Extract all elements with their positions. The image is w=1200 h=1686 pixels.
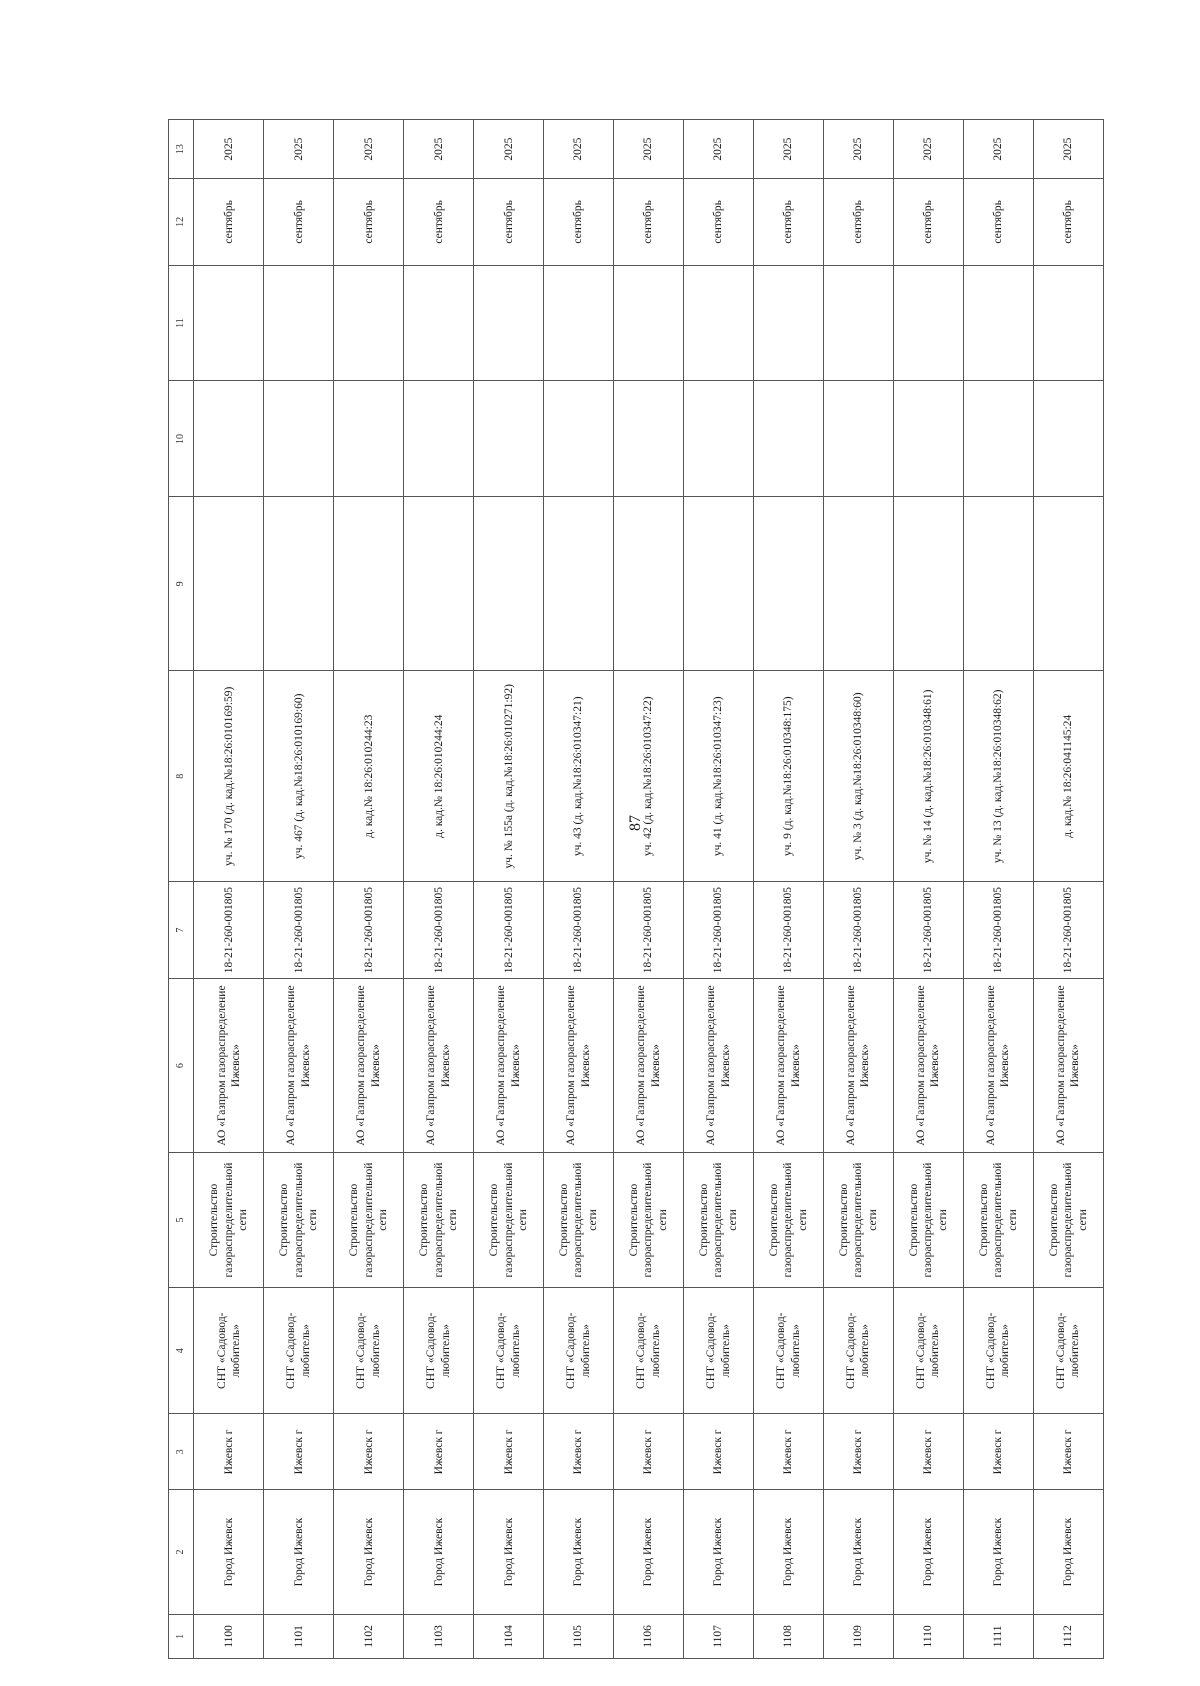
register-table-rotated xyxy=(168,119,1104,1659)
col10-cell xyxy=(963,381,1033,497)
municipality-cell: Город Ижевск xyxy=(264,1490,334,1614)
col11-cell xyxy=(544,265,614,381)
month-cell: сентябрь xyxy=(264,179,334,265)
settlement-cell: Ижевск г xyxy=(474,1414,544,1490)
col9-cell xyxy=(963,497,1033,671)
program-code-cell: 18-21-260-001805 xyxy=(684,882,754,979)
work-type-cell: Строительство газораспределительной сети xyxy=(404,1153,474,1288)
table-row xyxy=(824,120,894,1659)
municipality-cell: Город Ижевск xyxy=(474,1490,544,1614)
year-cell: 2025 xyxy=(893,120,963,179)
row-number-cell: 1100 xyxy=(194,1614,264,1658)
column-number-cell: 9 xyxy=(169,497,194,671)
column-number-cell: 2 xyxy=(169,1490,194,1614)
settlement-cell: Ижевск г xyxy=(963,1414,1033,1490)
settlement-cell: Ижевск г xyxy=(334,1414,404,1490)
col9-cell xyxy=(194,497,264,671)
plot-address-cell: уч. № 13 (д. кад.№18:26:010348:62) xyxy=(963,671,1033,882)
program-code-cell: 18-21-260-001805 xyxy=(824,882,894,979)
organization-cell: АО «Газпром газораспределение Ижевск» xyxy=(264,979,334,1153)
year-cell: 2025 xyxy=(754,120,824,179)
col11-cell xyxy=(334,265,404,381)
col9-cell xyxy=(684,497,754,671)
municipality-cell: Город Ижевск xyxy=(1033,1490,1103,1614)
row-number-cell: 1107 xyxy=(684,1614,754,1658)
work-type-cell: Строительство газораспределительной сети xyxy=(194,1153,264,1288)
snt-cell: СНТ «Садовод-любитель» xyxy=(754,1287,824,1413)
col10-cell xyxy=(474,381,544,497)
table-row xyxy=(684,120,754,1659)
month-cell: сентябрь xyxy=(334,179,404,265)
month-cell: сентябрь xyxy=(194,179,264,265)
program-code-cell: 18-21-260-001805 xyxy=(1033,882,1103,979)
work-type-cell: Строительство газораспределительной сети xyxy=(334,1153,404,1288)
plot-address-cell: уч. № 155а (д. кад.№18:26:010271:92) xyxy=(474,671,544,882)
column-number-cell: 1 xyxy=(169,1614,194,1658)
snt-cell: СНТ «Садовод-любитель» xyxy=(824,1287,894,1413)
organization-cell: АО «Газпром газораспределение Ижевск» xyxy=(1033,979,1103,1153)
row-number-cell: 1101 xyxy=(264,1614,334,1658)
work-type-cell: Строительство газораспределительной сети xyxy=(963,1153,1033,1288)
settlement-cell: Ижевск г xyxy=(893,1414,963,1490)
col11-cell xyxy=(893,265,963,381)
column-number-cell: 11 xyxy=(169,265,194,381)
col10-cell xyxy=(1033,381,1103,497)
year-cell: 2025 xyxy=(684,120,754,179)
snt-cell: СНТ «Садовод-любитель» xyxy=(264,1287,334,1413)
municipality-cell: Город Ижевск xyxy=(194,1490,264,1614)
table-row xyxy=(544,120,614,1659)
col11-cell xyxy=(194,265,264,381)
work-type-cell: Строительство газораспределительной сети xyxy=(1033,1153,1103,1288)
column-number-cell: 4 xyxy=(169,1287,194,1413)
row-number-cell: 1102 xyxy=(334,1614,404,1658)
month-cell: сентябрь xyxy=(1033,179,1103,265)
col11-cell xyxy=(963,265,1033,381)
col9-cell xyxy=(893,497,963,671)
organization-cell: АО «Газпром газораспределение Ижевск» xyxy=(194,979,264,1153)
month-cell: сентябрь xyxy=(614,179,684,265)
table-row xyxy=(754,120,824,1659)
table-row xyxy=(194,120,264,1659)
page-number: 87 xyxy=(627,815,644,831)
row-number-cell: 1112 xyxy=(1033,1614,1103,1658)
snt-cell: СНТ «Садовод-любитель» xyxy=(404,1287,474,1413)
work-type-cell: Строительство газораспределительной сети xyxy=(614,1153,684,1288)
work-type-cell: Строительство газораспределительной сети xyxy=(684,1153,754,1288)
plot-address-cell: уч. 43 (д. кад.№18:26:010347:21) xyxy=(544,671,614,882)
column-number-cell: 10 xyxy=(169,381,194,497)
organization-cell: АО «Газпром газораспределение Ижевск» xyxy=(614,979,684,1153)
month-cell: сентябрь xyxy=(474,179,544,265)
snt-cell: СНТ «Садовод-любитель» xyxy=(544,1287,614,1413)
month-cell: сентябрь xyxy=(404,179,474,265)
organization-cell: АО «Газпром газораспределение Ижевск» xyxy=(963,979,1033,1153)
program-code-cell: 18-21-260-001805 xyxy=(963,882,1033,979)
organization-cell: АО «Газпром газораспределение Ижевск» xyxy=(474,979,544,1153)
table-row xyxy=(893,120,963,1659)
table-row xyxy=(963,120,1033,1659)
col10-cell xyxy=(334,381,404,497)
municipality-cell: Город Ижевск xyxy=(963,1490,1033,1614)
row-number-cell: 1108 xyxy=(754,1614,824,1658)
organization-cell: АО «Газпром газораспределение Ижевск» xyxy=(754,979,824,1153)
year-cell: 2025 xyxy=(1033,120,1103,179)
col11-cell xyxy=(474,265,544,381)
month-cell: сентябрь xyxy=(824,179,894,265)
col11-cell xyxy=(264,265,334,381)
settlement-cell: Ижевск г xyxy=(544,1414,614,1490)
plot-address-cell: уч. № 170 (д. кад.№18:26:010169:59) xyxy=(194,671,264,882)
month-cell: сентябрь xyxy=(963,179,1033,265)
col10-cell xyxy=(264,381,334,497)
column-number-cell: 13 xyxy=(169,120,194,179)
plot-address-cell: уч. № 14 (д. кад.№18:26:010348:61) xyxy=(893,671,963,882)
row-number-cell: 1110 xyxy=(893,1614,963,1658)
program-code-cell: 18-21-260-001805 xyxy=(893,882,963,979)
organization-cell: АО «Газпром газораспределение Ижевск» xyxy=(824,979,894,1153)
row-number-cell: 1103 xyxy=(404,1614,474,1658)
year-cell: 2025 xyxy=(544,120,614,179)
col9-cell xyxy=(754,497,824,671)
month-cell: сентябрь xyxy=(544,179,614,265)
month-cell: сентябрь xyxy=(684,179,754,265)
row-number-cell: 1105 xyxy=(544,1614,614,1658)
month-cell: сентябрь xyxy=(754,179,824,265)
col10-cell xyxy=(404,381,474,497)
plot-address-cell: д. кад.№ 18:26:010244:24 xyxy=(404,671,474,882)
year-cell: 2025 xyxy=(824,120,894,179)
settlement-cell: Ижевск г xyxy=(614,1414,684,1490)
col10-cell xyxy=(754,381,824,497)
program-code-cell: 18-21-260-001805 xyxy=(614,882,684,979)
col10-cell xyxy=(544,381,614,497)
organization-cell: АО «Газпром газораспределение Ижевск» xyxy=(404,979,474,1153)
settlement-cell: Ижевск г xyxy=(824,1414,894,1490)
col11-cell xyxy=(404,265,474,381)
col11-cell xyxy=(684,265,754,381)
plot-address-cell: уч. 41 (д. кад.№18:26:010347:23) xyxy=(684,671,754,882)
year-cell: 2025 xyxy=(963,120,1033,179)
organization-cell: АО «Газпром газораспределение Ижевск» xyxy=(893,979,963,1153)
table-row xyxy=(404,120,474,1659)
municipality-cell: Город Ижевск xyxy=(893,1490,963,1614)
snt-cell: СНТ «Садовод-любитель» xyxy=(684,1287,754,1413)
work-type-cell: Строительство газораспределительной сети xyxy=(824,1153,894,1288)
col9-cell xyxy=(264,497,334,671)
plot-address-cell: д. кад.№ 18:26:041145:24 xyxy=(1033,671,1103,882)
work-type-cell: Строительство газораспределительной сети xyxy=(893,1153,963,1288)
column-number-cell: 8 xyxy=(169,671,194,882)
snt-cell: СНТ «Садовод-любитель» xyxy=(893,1287,963,1413)
col9-cell xyxy=(334,497,404,671)
work-type-cell: Строительство газораспределительной сети xyxy=(544,1153,614,1288)
municipality-cell: Город Ижевск xyxy=(824,1490,894,1614)
program-code-cell: 18-21-260-001805 xyxy=(264,882,334,979)
col10-cell xyxy=(194,381,264,497)
organization-cell: АО «Газпром газораспределение Ижевск» xyxy=(334,979,404,1153)
table-row xyxy=(264,120,334,1659)
year-cell: 2025 xyxy=(264,120,334,179)
municipality-cell: Город Ижевск xyxy=(544,1490,614,1614)
plot-address-cell: уч. 42 (д. кад.№18:26:010347:22) xyxy=(614,671,684,882)
snt-cell: СНТ «Садовод-любитель» xyxy=(334,1287,404,1413)
col9-cell xyxy=(474,497,544,671)
program-code-cell: 18-21-260-001805 xyxy=(754,882,824,979)
column-number-cell: 5 xyxy=(169,1153,194,1288)
plot-address-cell: уч. 467 (д. кад.№18:26:010169:60) xyxy=(264,671,334,882)
col10-cell xyxy=(893,381,963,497)
year-cell: 2025 xyxy=(194,120,264,179)
month-cell: сентябрь xyxy=(893,179,963,265)
year-cell: 2025 xyxy=(614,120,684,179)
col9-cell xyxy=(824,497,894,671)
col11-cell xyxy=(1033,265,1103,381)
plot-address-cell: уч. 9 (д. кад.№18:26:010348:175) xyxy=(754,671,824,882)
year-cell: 2025 xyxy=(404,120,474,179)
work-type-cell: Строительство газораспределительной сети xyxy=(754,1153,824,1288)
table-row xyxy=(614,120,684,1659)
col11-cell xyxy=(614,265,684,381)
municipality-cell: Город Ижевск xyxy=(684,1490,754,1614)
col11-cell xyxy=(824,265,894,381)
row-number-cell: 1111 xyxy=(963,1614,1033,1658)
snt-cell: СНТ «Садовод-любитель» xyxy=(474,1287,544,1413)
column-number-cell: 3 xyxy=(169,1414,194,1490)
program-code-cell: 18-21-260-001805 xyxy=(194,882,264,979)
snt-cell: СНТ «Садовод-любитель» xyxy=(614,1287,684,1413)
municipality-cell: Город Ижевск xyxy=(334,1490,404,1614)
plot-address-cell: д. кад.№ 18:26:010244:23 xyxy=(334,671,404,882)
settlement-cell: Ижевск г xyxy=(684,1414,754,1490)
table-row xyxy=(474,120,544,1659)
snt-cell: СНТ «Садовод-любитель» xyxy=(1033,1287,1103,1413)
row-number-cell: 1104 xyxy=(474,1614,544,1658)
program-code-cell: 18-21-260-001805 xyxy=(474,882,544,979)
program-code-cell: 18-21-260-001805 xyxy=(544,882,614,979)
plot-address-cell: уч. № 3 (д. кад.№18:26:010348:60) xyxy=(824,671,894,882)
col9-cell xyxy=(544,497,614,671)
settlement-cell: Ижевск г xyxy=(264,1414,334,1490)
column-number-row xyxy=(169,120,194,1659)
program-code-cell: 18-21-260-001805 xyxy=(404,882,474,979)
settlement-cell: Ижевск г xyxy=(404,1414,474,1490)
year-cell: 2025 xyxy=(474,120,544,179)
settlement-cell: Ижевск г xyxy=(194,1414,264,1490)
work-type-cell: Строительство газораспределительной сети xyxy=(474,1153,544,1288)
col9-cell xyxy=(1033,497,1103,671)
row-number-cell: 1106 xyxy=(614,1614,684,1658)
work-type-cell: Строительство газораспределительной сети xyxy=(264,1153,334,1288)
col9-cell xyxy=(404,497,474,671)
organization-cell: АО «Газпром газораспределение Ижевск» xyxy=(544,979,614,1153)
snt-cell: СНТ «Садовод-любитель» xyxy=(963,1287,1033,1413)
column-number-cell: 7 xyxy=(169,882,194,979)
column-number-cell: 12 xyxy=(169,179,194,265)
register-table xyxy=(168,119,1104,1659)
settlement-cell: Ижевск г xyxy=(754,1414,824,1490)
col9-cell xyxy=(614,497,684,671)
col10-cell xyxy=(614,381,684,497)
program-code-cell: 18-21-260-001805 xyxy=(334,882,404,979)
snt-cell: СНТ «Садовод-любитель» xyxy=(194,1287,264,1413)
organization-cell: АО «Газпром газораспределение Ижевск» xyxy=(684,979,754,1153)
settlement-cell: Ижевск г xyxy=(1033,1414,1103,1490)
col11-cell xyxy=(754,265,824,381)
col10-cell xyxy=(684,381,754,497)
year-cell: 2025 xyxy=(334,120,404,179)
col10-cell xyxy=(824,381,894,497)
table-row xyxy=(334,120,404,1659)
column-number-cell: 6 xyxy=(169,979,194,1153)
municipality-cell: Город Ижевск xyxy=(614,1490,684,1614)
table-row xyxy=(1033,120,1103,1659)
municipality-cell: Город Ижевск xyxy=(754,1490,824,1614)
municipality-cell: Город Ижевск xyxy=(404,1490,474,1614)
row-number-cell: 1109 xyxy=(824,1614,894,1658)
